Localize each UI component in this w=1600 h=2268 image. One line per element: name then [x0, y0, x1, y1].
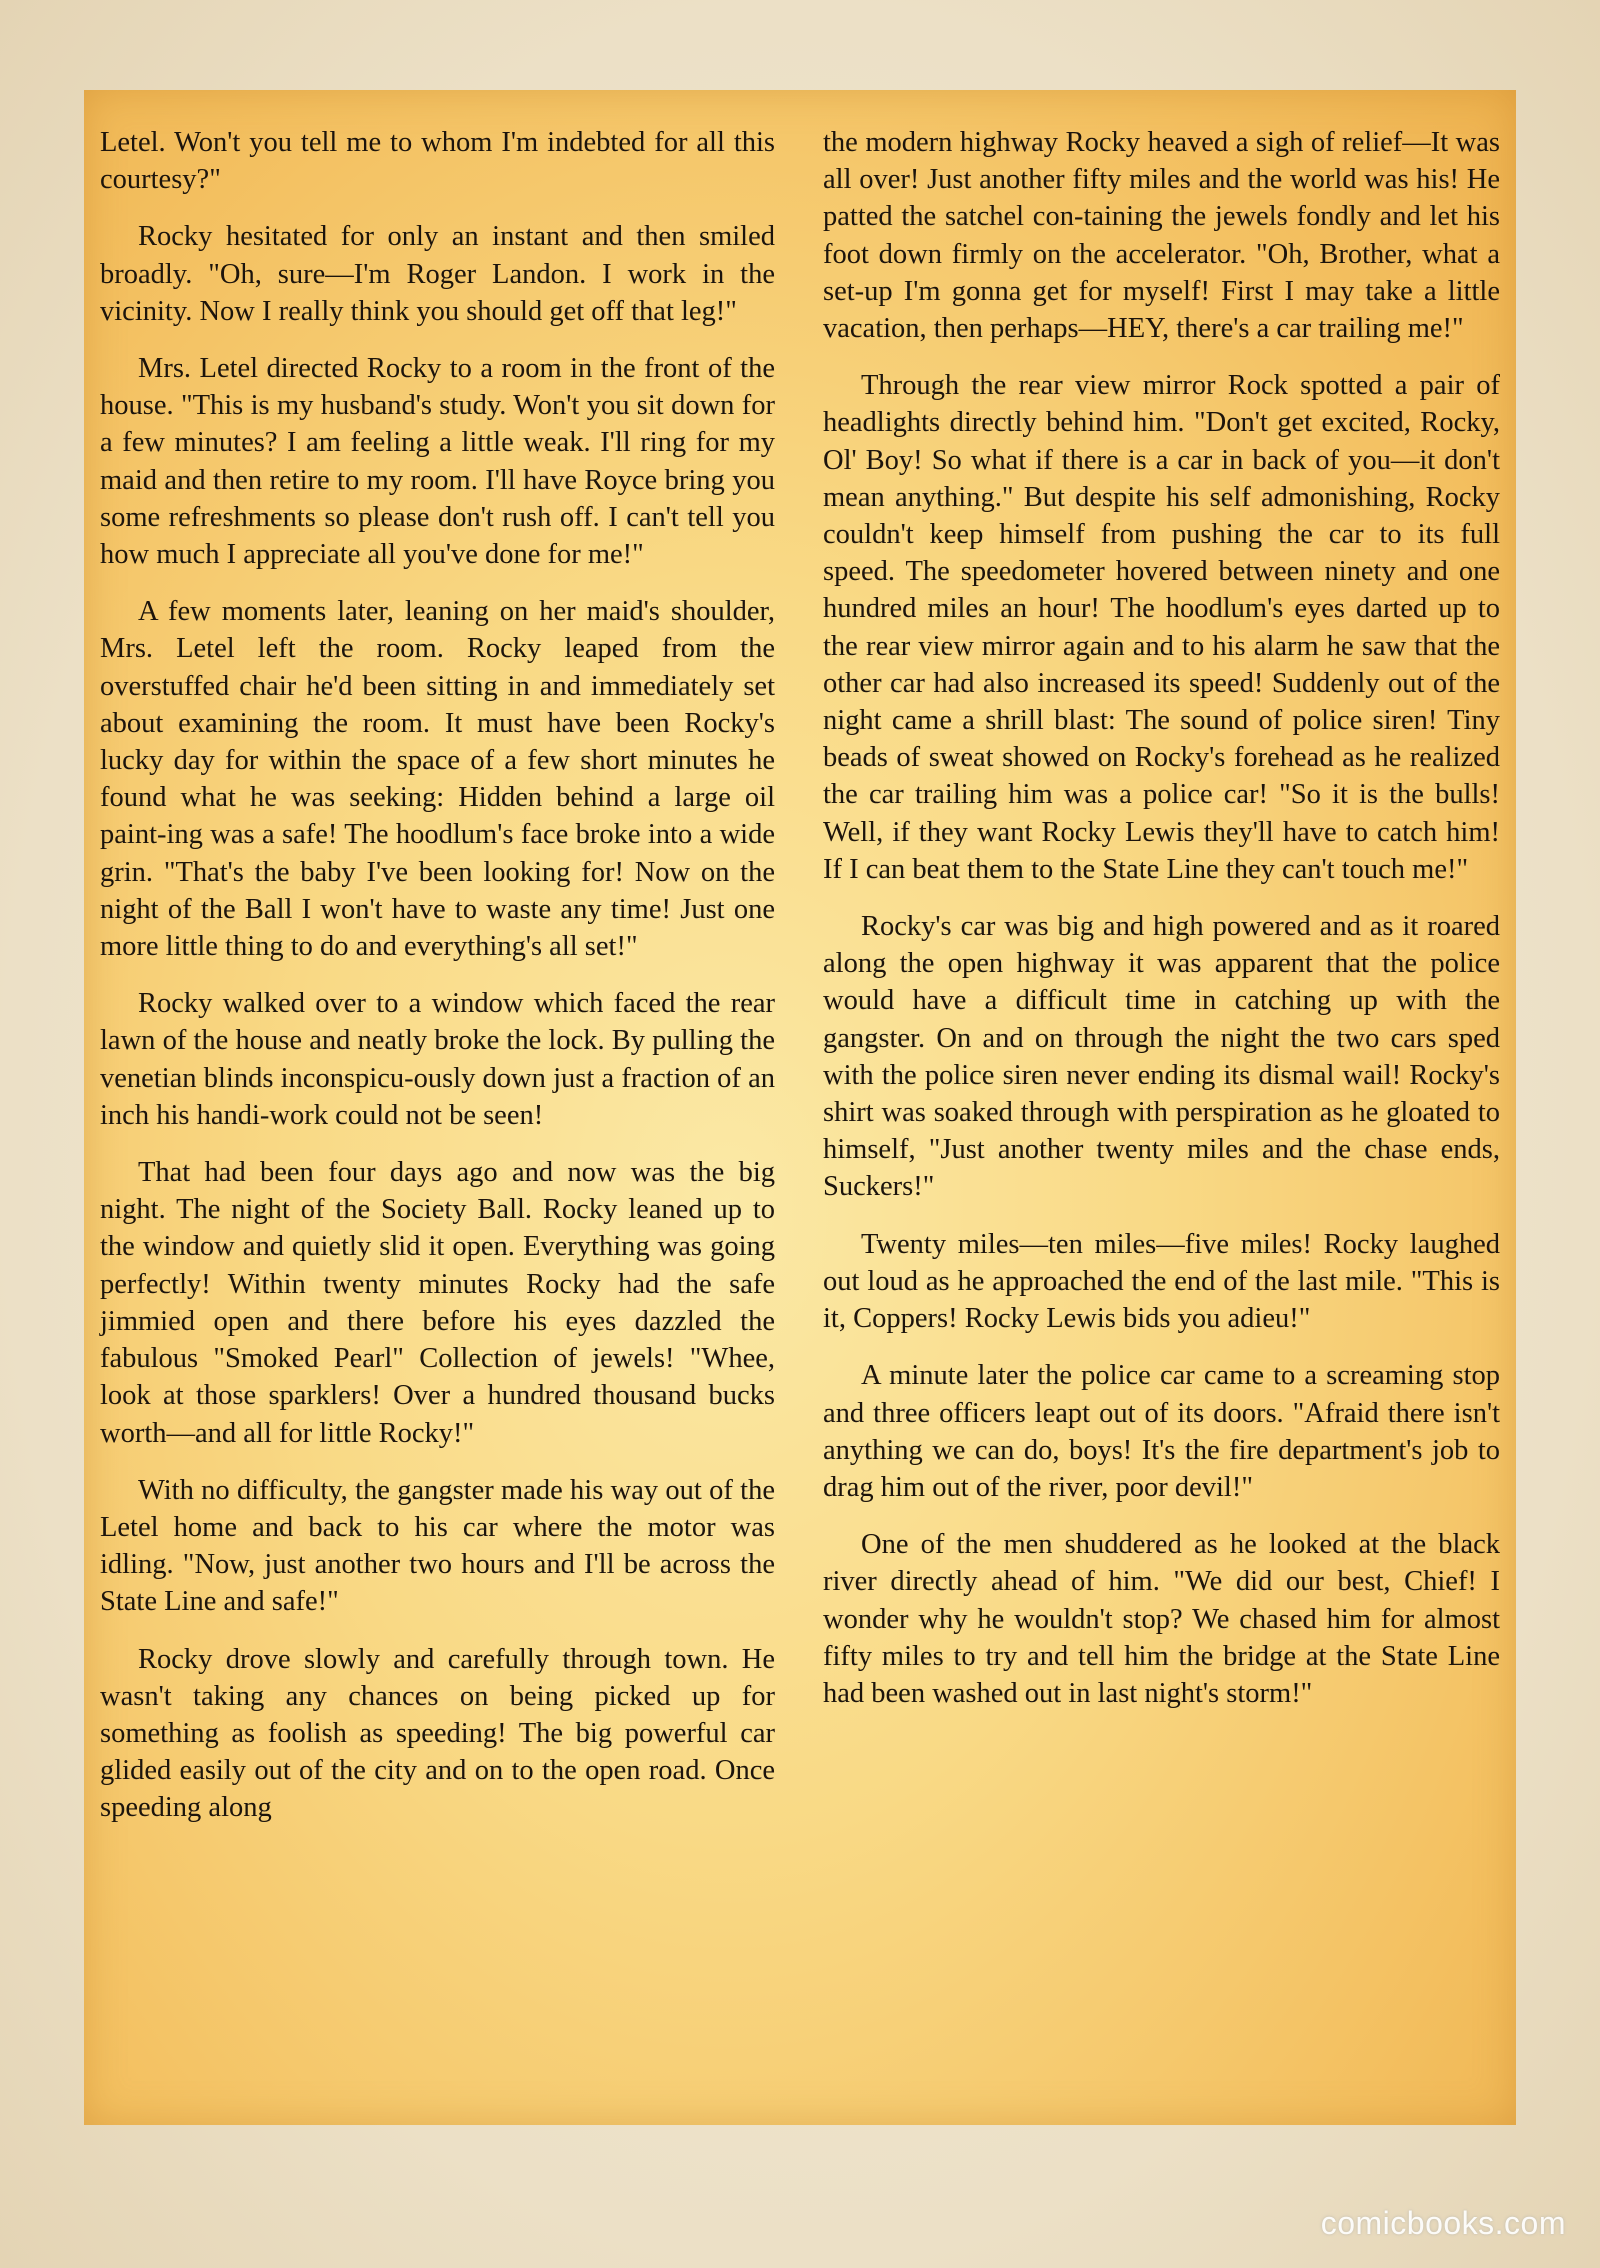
- paragraph: Letel. Won't you tell me to whom I'm indebted for all this courtesy?": [100, 127, 775, 196]
- paragraph: That had been four days ago and now was the big night. The night of the Society Ball. Rocky leaned up to the window and quietly slid it open. Everything was going perfectly! Within twenty minutes Rocky had the safe jimmied open and there before his eyes dazzled the fabulous "Smoked Pearl" Collection of jewels! "Whee, look at those sparklers! Over a hundred thousand bucks worth—and all for little Rocky!": [100, 1157, 775, 1449]
- paragraph: the modern highway Rocky heaved a sigh of relief—It was all over! Just another fifty miles and the world was his! He patted the satchel con-taining the jewels fondly and let his foot down firmly on the accelerator. "Oh, Brother, what a set-up I'm gonna get for myself! First I may take a little vacation, then perhaps—HEY, there's a car trailing me!": [823, 127, 1500, 345]
- paragraph: Mrs. Letel directed Rocky to a room in the front of the house. "This is my husband's study. Won't you sit down for a few minutes? I am feeling a little weak. I'll ring for my maid and then retire to my room. I'll have Royce bring you some refreshments so please don't rush off. I can't tell you how much I appreciate all you've done for me!": [100, 353, 775, 571]
- paragraph: Through the rear view mirror Rock spotted a pair of headlights directly behind him. "Don't get excited, Rocky, Ol' Boy! So what if there is a car in back of you—it don't mean anything." But despite his self admonishing, Rocky couldn't keep himself from pushing the car to its full speed. The speedometer hovered between ninety and one hundred miles an hour! The hoodlum's eyes darted up to the rear view mirror again and to his alarm he saw that the other car had also increased its speed! Suddenly out of the night came a shrill blast: The sound of police siren! Tiny beads of sweat showed on Rocky's forehead as he realized the car trailing him was a police car! "So it is the bulls! Well, if they want Rocky Lewis they'll have to catch him! If I can beat them to the State Line they can't touch me!": [823, 370, 1500, 885]
- paragraph: Rocky walked over to a window which faced the rear lawn of the house and neatly broke the lock. By pulling the venetian blinds inconspicu-ously down just a fraction of an inch his handi-work could not be seen!: [100, 988, 775, 1131]
- paragraph: One of the men shuddered as he looked at the black river directly ahead of him. "We did our best, Chief! I wonder why he wouldn't stop? We chased him for almost fifty miles to try and tell him the bridge at the State Line had been washed out in last night's storm!": [823, 1529, 1500, 1709]
- paragraph: A few moments later, leaning on her maid's shoulder, Mrs. Letel left the room. Rocky leaped from the overstuffed chair he'd been sitting in and immediately set about examining the room. It must have been Rocky's lucky day for within the space of a few short minutes he found what he was seeking: Hidden behind a large oil paint-ing was a safe! The hoodlum's face broke into a wide grin. "That's the baby I've been looking for! Now on the night of the Ball I won't have to waste any time! Just one more little thing to do and everything's all set!": [100, 596, 775, 963]
- paragraph: Rocky hesitated for only an instant and then smiled broadly. "Oh, sure—I'm Roger Landon. I work in the vicinity. Now I really think you should get off that leg!": [100, 221, 775, 327]
- paragraph: Rocky's car was big and high powered and as it roared along the open highway it was apparent that the police would have a difficult time in catching up with the gangster. On and on through the night the two cars sped with the police siren never ending its dismal wail! Rocky's shirt was soaked through with perspiration as he gloated to himself, "Just another twenty miles and the chase ends, Suckers!": [823, 911, 1500, 1203]
- left-column: [100, 124, 775, 1847]
- paragraph: A minute later the police car came to a screaming stop and three officers leapt out of its doors. "Afraid there isn't anything we can do, boys! It's the fire department's job to drag him out of the river, poor devil!": [823, 1360, 1500, 1503]
- paragraph: Twenty miles—ten miles—five miles! Rocky laughed out loud as he approached the end of the last mile. "This is it, Coppers! Rocky Lewis bids you adieu!": [823, 1228, 1500, 1335]
- right-column: [823, 124, 1500, 1732]
- site-watermark: comicbooks.com: [1320, 2205, 1566, 2241]
- paragraph: With no difficulty, the gangster made his way out of the Letel home and back to his car where the motor was idling. "Now, just another two hours and I'll be across the State Line and safe!": [100, 1474, 775, 1618]
- paragraph: Rocky drove slowly and carefully through town. He wasn't taking any chances on being picked up for something as foolish as speeding! The big powerful car glided easily out of the city and on to the open road. Once speeding along: [100, 1643, 775, 1824]
